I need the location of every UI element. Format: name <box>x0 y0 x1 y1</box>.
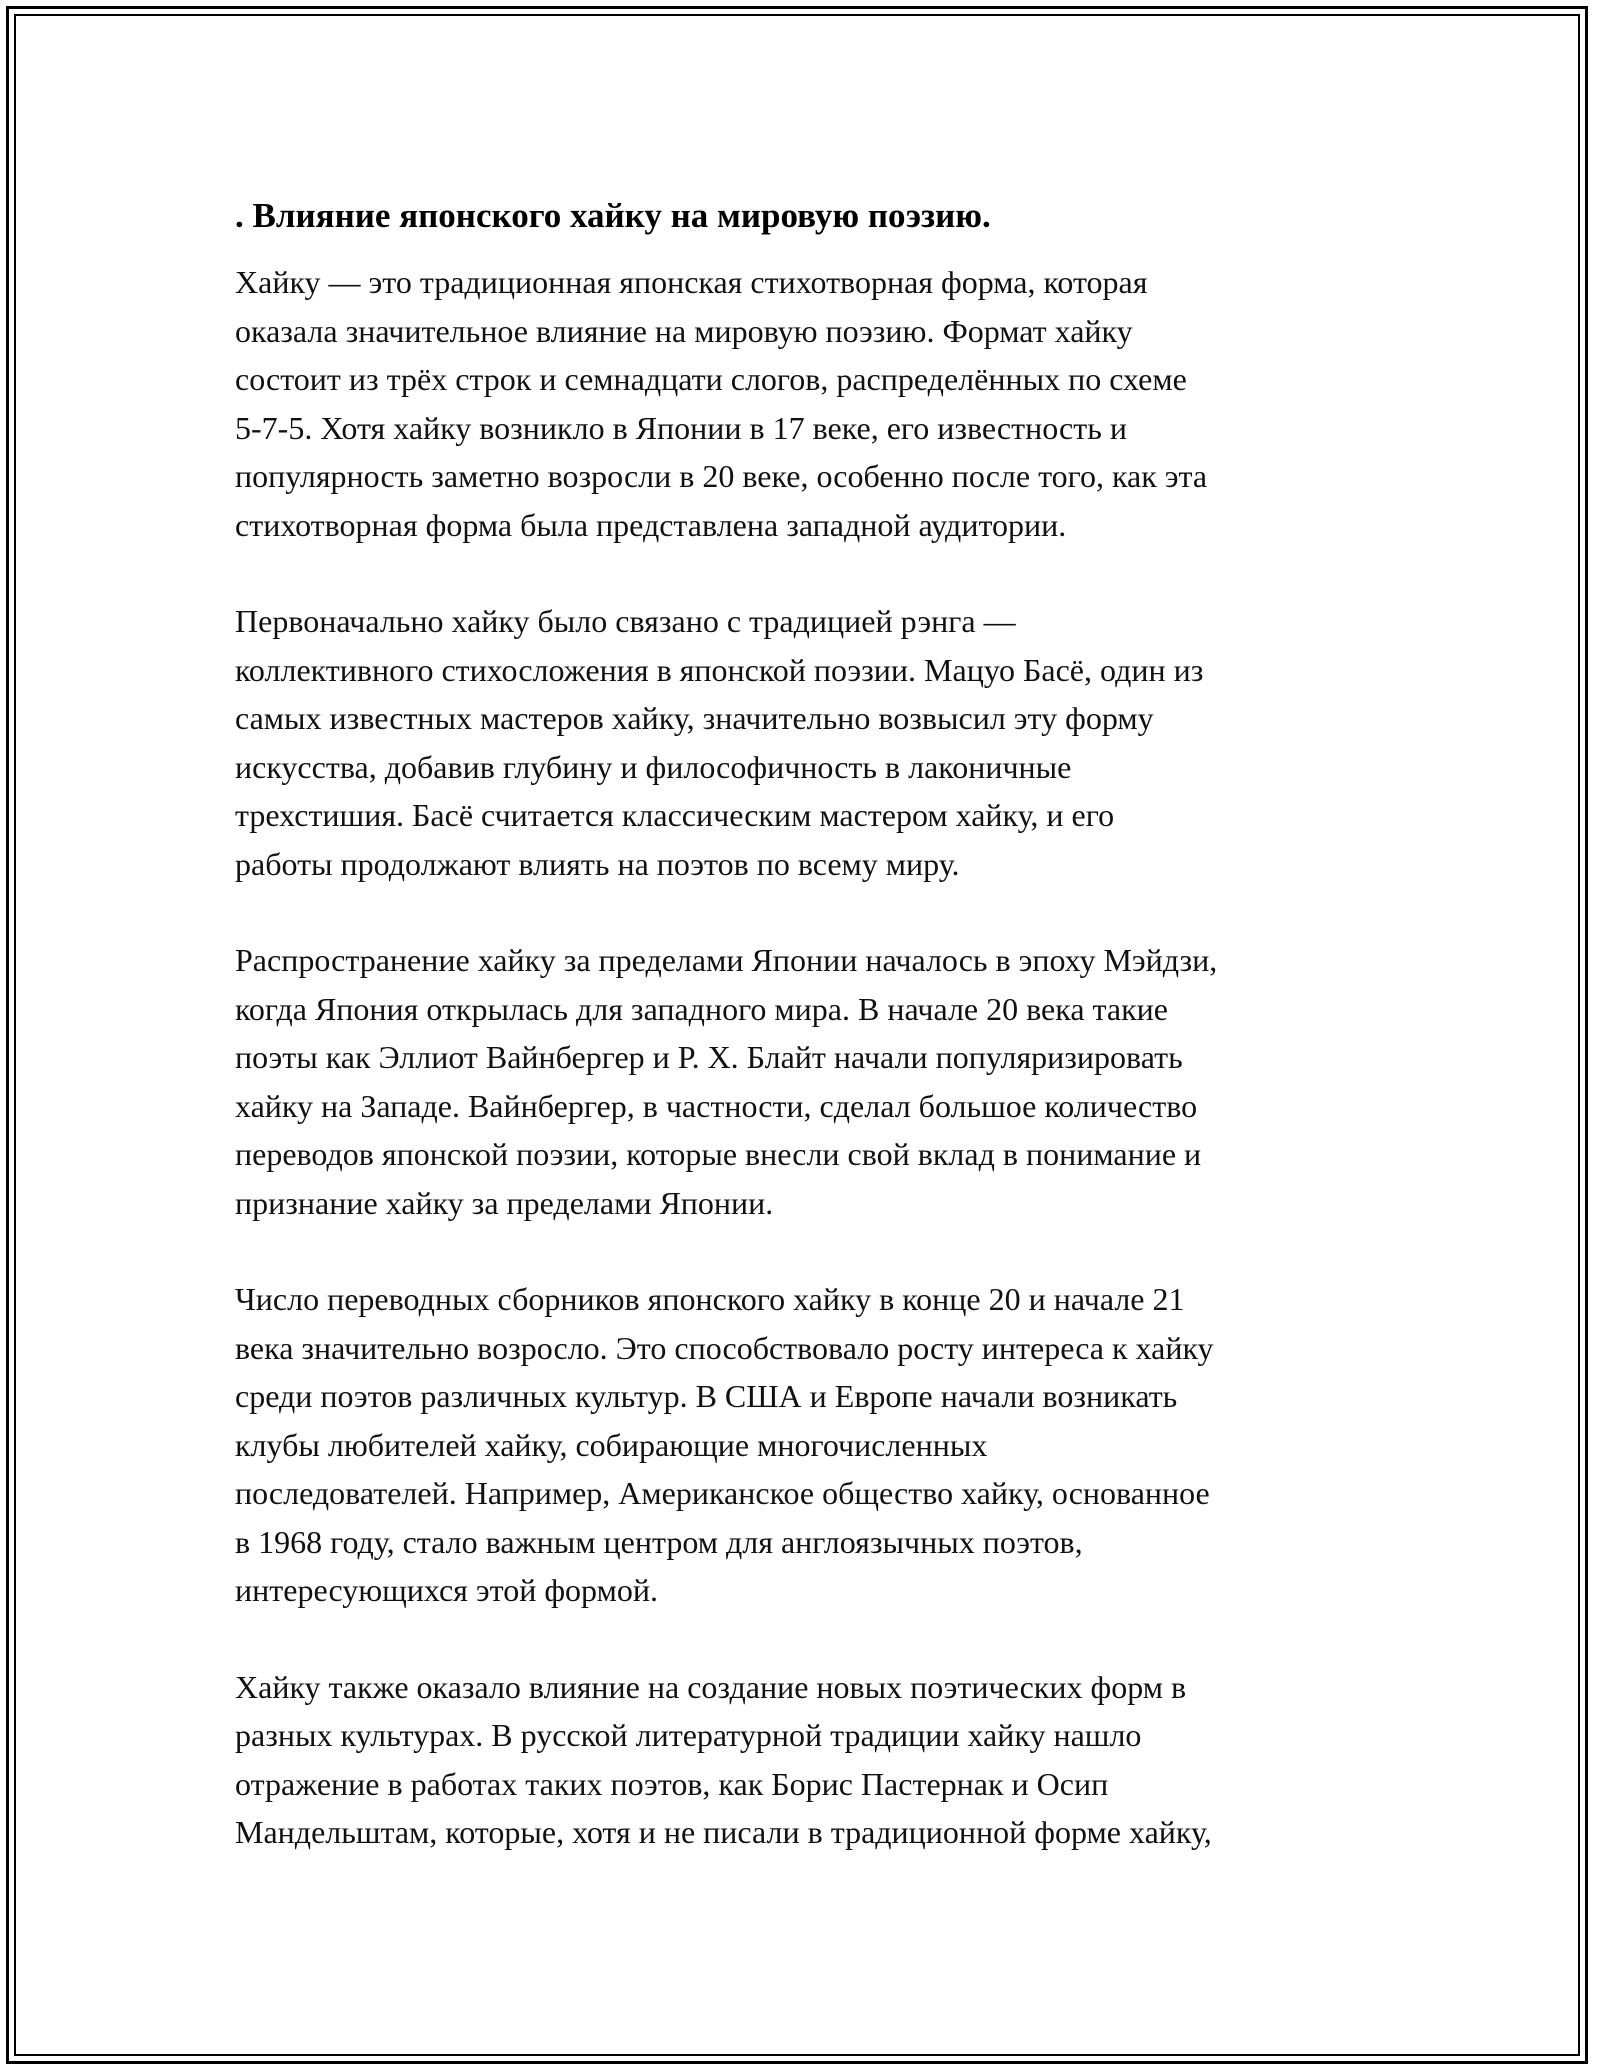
text-line: когда Япония открылась для западного мира. В начале 20 века такие <box>235 990 1168 1027</box>
text-line: разных культурах. В русской литературной традиции хайку нашло <box>235 1717 1142 1753</box>
text-line: Мандельштам, которые, хотя и не писали в традиционной форме хайку, <box>235 1814 1212 1850</box>
text-line: Первоначально хайку было связано с традицией рэнга — <box>235 603 1016 639</box>
text-line: популярность заметно возросли в 20 веке, особенно после того, как эта <box>235 458 1208 494</box>
paragraph-5 <box>235 1663 1370 1857</box>
document-body <box>235 188 1370 1905</box>
text-line: Хайку также оказало влияние на создание новых поэтических форм в <box>235 1668 1187 1705</box>
paragraph-4 <box>235 1275 1370 1615</box>
text-line: коллективного стихосложения в японской поэзии. Мацуо Басё, один из <box>235 651 1204 688</box>
text-line: оказала значительное влияние на мировую поэзию. Формат хайку <box>235 312 1133 349</box>
text-line: переводов японской поэзии, которые внесли свой вклад в понимание и <box>235 1136 1202 1172</box>
text-line: состоит из трёх строк и семнадцати слогов, распределённых по схеме <box>235 361 1187 397</box>
text-line: 5-7-5. Хотя хайку возникло в Японии в 17 веке, его известность и <box>235 409 1127 446</box>
text-line: интересующихся этой формой. <box>235 1572 658 1608</box>
text-line: работы продолжают влиять на поэтов по всему миру. <box>235 845 960 882</box>
text-line: признание хайку за пределами Японии. <box>235 1184 774 1221</box>
text-line: Хайку — это традиционная японская стихотворная форма, которая <box>235 264 1148 300</box>
text-line: искусства, добавив глубину и философичность в лаконичные <box>235 748 1072 785</box>
text-line: Распространение хайку за пределами Японии началось в эпоху Мэйдзи, <box>235 942 1218 978</box>
paragraph-3 <box>235 936 1370 1227</box>
document-title: . Влияние японского хайку на мировую поэзию. <box>235 196 991 235</box>
paragraph-1 <box>235 258 1370 549</box>
paragraph-2 <box>235 597 1370 888</box>
text-line: века значительно возросло. Это способствовало росту интереса к хайку <box>235 1329 1214 1366</box>
text-line: отражение в работах таких поэтов, как Борис Пастернак и Осип <box>235 1765 1109 1802</box>
text-line: среди поэтов различных культур. В США и Европе начали возникать <box>235 1378 1178 1414</box>
text-line: стихотворная форма была представлена западной аудитории. <box>235 506 1067 543</box>
text-line: поэты как Эллиот Вайнбергер и Р. Х. Блайт начали популяризировать <box>235 1039 1183 1075</box>
text-line: клубы любителей хайку, собирающие многочисленных <box>235 1426 988 1463</box>
text-line: последователей. Например, Американское общество хайку, основанное <box>235 1475 1210 1511</box>
text-line: самых известных мастеров хайку, значительно возвысил эту форму <box>235 700 1154 736</box>
text-line: трехстишия. Басё считается классическим мастером хайку, и его <box>235 797 1115 833</box>
text-line: хайку на Западе. Вайнбергер, в частности, сделал большое количество <box>235 1087 1198 1124</box>
text-line: Число переводных сборников японского хайку в конце 20 и начале 21 <box>235 1281 1185 1317</box>
text-line: в 1968 году, стало важным центром для англоязычных поэтов, <box>235 1523 1083 1560</box>
